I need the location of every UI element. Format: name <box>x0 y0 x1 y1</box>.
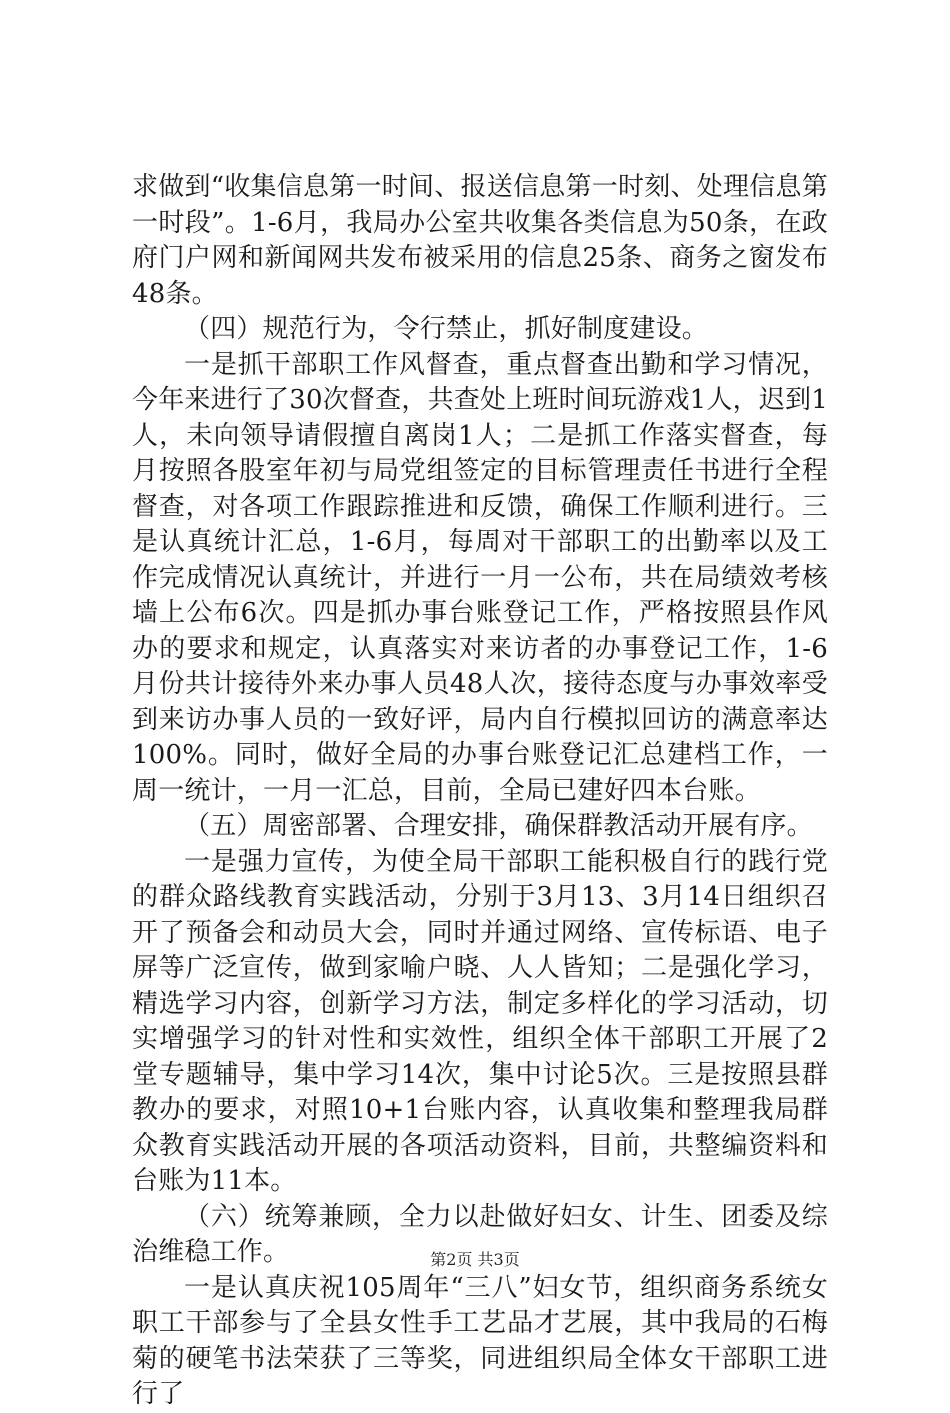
paragraph-section-4: 一是抓干部职工作风督查，重点督查出勤和学习情况，今年来进行了30次督查，共查处上班时间玩游戏1人，迟到1人，未向领导请假擅自离岗1人；二是抓工作落实督查，每月按照各股室年初与局党组签定的目标管理责任书进行全程督查，对各项工作跟踪推进和反馈，确保工作顺利进行。三是认真统计汇总，1-6月，每周对干部职工的出勤率以及工作完成情况认真统计，并进行一月一公布，共在局绩效考核墙上公布6次。四是抓办事台账登记工作，严格按照县作风办的要求和规定，认真落实对来访者的办事登记工作，1-6月份共计接待外来办事人员48人次，接待态度与办事效率受到来访办事人员的一致好评，局内自行模拟回访的满意率达100%。同时，做好全局的办事台账登记汇总建档工作，一周一统计，一月一汇总，目前，全局已建好四本台账。 <box>132 349 828 806</box>
paragraph-continuation: 求做到“收集信息第一时间、报送信息第一时刻、处理信息第一时段”。1-6月，我局办公室共收集各类信息为50条，在政府门户网和新闻网共发布被采用的信息25条、商务之窗发布48条。 <box>132 172 828 309</box>
paragraph-section-6: 一是认真庆祝105周年“三八”妇女节，组织商务系统女职工干部参与了全县女性手工艺品才艺展，其中我局的石梅菊的硬笔书法荣获了三等奖，同进组织局全体女干部职工进行了 <box>132 1272 828 1409</box>
section-heading-4: （四）规范行为，令行禁止，抓好制度建设。 <box>184 314 709 344</box>
document-body <box>132 170 828 1413</box>
page-number-footer: 第2页 共3页 <box>430 1250 520 1269</box>
paragraph-section-5: 一是强力宣传，为使全局干部职工能积极自行的践行党的群众路线教育实践活动，分别于3月13、3月14日组织召开了预备会和动员大会，同时并通过网络、宣传标语、电子屏等广泛宣传，做到家喻户晓、人人皆知；二是强化学习，精选学习内容，创新学习方法，制定多样化的学习活动，切实增强学习的针对性和实效性，组织全体干部职工开展了2堂专题辅导，集中学习14次，集中讨论5次。三是按照县群教办的要求，对照10+1台账内容，认真收集和整理我局群众教育实践活动开展的各项活动资料，目前，共整编资料和台账为11本。 <box>132 846 828 1196</box>
section-heading-6: （六）统筹兼顾，全力以赴做好妇女、计生、团委及综治维稳工作。 <box>132 1201 828 1267</box>
section-heading-5: （五）周密部署、合理安排，确保群教活动开展有序。 <box>184 811 813 841</box>
